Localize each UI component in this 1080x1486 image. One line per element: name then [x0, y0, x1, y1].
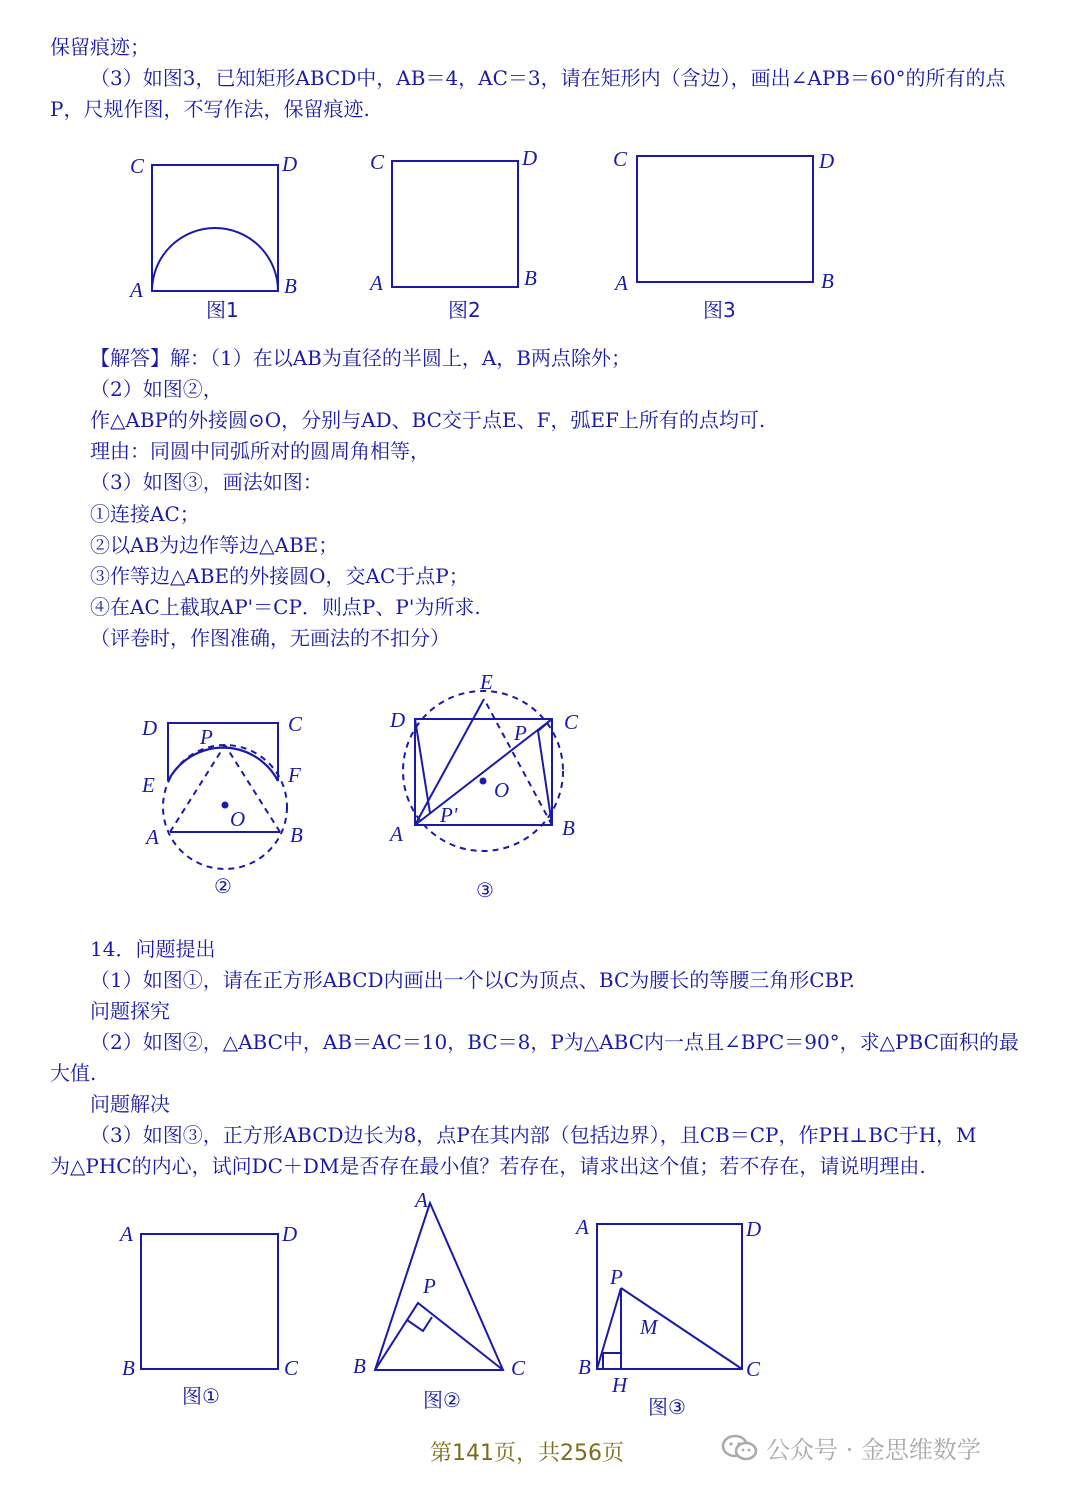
text-line: ①连接AC； — [90, 502, 200, 526]
text-line: ④在AC上截取AP'＝CP．则点P、P'为所求. — [90, 595, 481, 619]
text-line: 问题探究 — [90, 999, 170, 1023]
label-d: D — [282, 152, 298, 176]
label-a: A — [615, 271, 628, 295]
text-line: （3）如图③，正方形ABCD边长为8，点P在其内部（包括边界），且CB＝CP，作PH⊥BC于H，M — [90, 1123, 977, 1147]
figure-3-top — [605, 140, 855, 325]
text-line: （3）如图③，画法如图： — [90, 470, 323, 494]
watermark-text: 公众号 · 金思维数学 — [766, 1436, 981, 1464]
label-e: E — [480, 670, 493, 694]
figure-caption: 图1 — [206, 298, 239, 322]
label-a: A — [370, 271, 383, 295]
label-c: C — [370, 150, 385, 174]
label-d: D — [390, 708, 406, 732]
answer-figure-3 — [380, 665, 600, 905]
figure-caption: 图3 — [703, 298, 736, 322]
label-m: M — [640, 1315, 658, 1339]
label-d: D — [819, 149, 835, 173]
label-a: A — [576, 1215, 589, 1239]
label-c: C — [288, 712, 303, 736]
label-p: P — [610, 1265, 623, 1289]
text-line: （2）如图②，△ABC中，AB＝AC＝10，BC＝8，P为△ABC内一点且∠BPC＝90°，求△PBC面积的最 — [90, 1030, 1019, 1054]
text-line: P，尺规作图，不写作法，保留痕迹. — [50, 97, 370, 121]
label-b: B — [122, 1356, 135, 1380]
label-c: C — [130, 154, 145, 178]
text-line: 作△ABP的外接圆⊙O，分别与AD、BC交于点E、F，弧EF上所有的点均可. — [90, 408, 766, 432]
label-b: B — [290, 823, 303, 847]
label-d: D — [282, 1222, 298, 1246]
text-line: ②以AB为边作等边△ABE； — [90, 533, 339, 557]
text-line: 为△PHC的内心，试问DC＋DM是否存在最小值？若存在，请求出这个值；若不存在，请说明理由. — [50, 1154, 926, 1178]
label-e: E — [142, 773, 155, 797]
text-line: （2）如图②， — [90, 377, 223, 401]
text-line: （3）如图3，已知矩形ABCD中，AB＝4，AC＝3，请在矩形内（含边），画出∠APB＝60°的所有的点 — [90, 66, 1006, 90]
wechat-icon — [720, 1433, 760, 1463]
label-a: A — [146, 825, 159, 849]
text-line: 【解答】解：（1）在以AB为直径的半圆上，A，B两点除外； — [90, 346, 632, 370]
label-b: B — [578, 1355, 591, 1379]
label-b: B — [821, 269, 834, 293]
figure-caption: 图① — [182, 1384, 220, 1408]
label-d: D — [142, 716, 158, 740]
text-line: （1）如图①，请在正方形ABCD内画出一个以C为顶点、BC为腰长的等腰三角形CBP. — [90, 968, 856, 992]
text-line: 保留痕迹； — [50, 35, 150, 59]
text-line: 问题解决 — [90, 1092, 170, 1116]
figure-caption: ③ — [476, 878, 494, 902]
label-h: H — [612, 1373, 628, 1397]
text-line: 理由：同圆中同弧所对的圆周角相等， — [90, 439, 430, 463]
figure-caption: 图② — [423, 1388, 461, 1412]
label-p: P — [200, 725, 213, 749]
text-line: 14．问题提出 — [90, 937, 216, 961]
figure-2-bottom — [345, 1185, 545, 1420]
label-b: B — [353, 1354, 366, 1378]
figure-caption: ② — [214, 874, 232, 898]
figure-1-bottom — [110, 1215, 310, 1415]
label-b: B — [284, 274, 297, 298]
label-b: B — [562, 816, 575, 840]
figure-1-top — [120, 145, 320, 325]
label-p: P — [423, 1274, 436, 1298]
label-a: A — [415, 1188, 428, 1212]
label-c: C — [564, 710, 579, 734]
figure-2-top — [360, 145, 560, 325]
label-a: A — [120, 1222, 133, 1246]
label-d: D — [746, 1217, 762, 1241]
text-line: ③作等边△ABE的外接圆O，交AC于点P； — [90, 564, 469, 588]
label-c: C — [746, 1357, 761, 1381]
figure-3-bottom — [570, 1210, 780, 1430]
figure-caption: 图③ — [648, 1395, 686, 1419]
label-d: D — [522, 146, 538, 170]
label-p: P — [514, 721, 527, 745]
watermark — [720, 1430, 981, 1465]
label-c: C — [284, 1356, 299, 1380]
label-b: B — [524, 266, 537, 290]
label-c: C — [613, 147, 628, 171]
label-a: A — [390, 822, 403, 846]
label-c: C — [511, 1356, 526, 1380]
label-o: O — [230, 807, 246, 831]
answer-figure-2 — [130, 700, 320, 910]
label-p-prime: P' — [440, 803, 458, 827]
figure-caption: 图2 — [448, 298, 481, 322]
label-f: F — [288, 763, 301, 787]
label-a: A — [130, 278, 143, 302]
text-line: 大值. — [50, 1061, 97, 1085]
text-line: （评卷时，作图准确，无画法的不扣分） — [90, 626, 450, 650]
label-o: O — [494, 778, 510, 802]
page-number: 第141页，共256页 — [430, 1441, 624, 1466]
